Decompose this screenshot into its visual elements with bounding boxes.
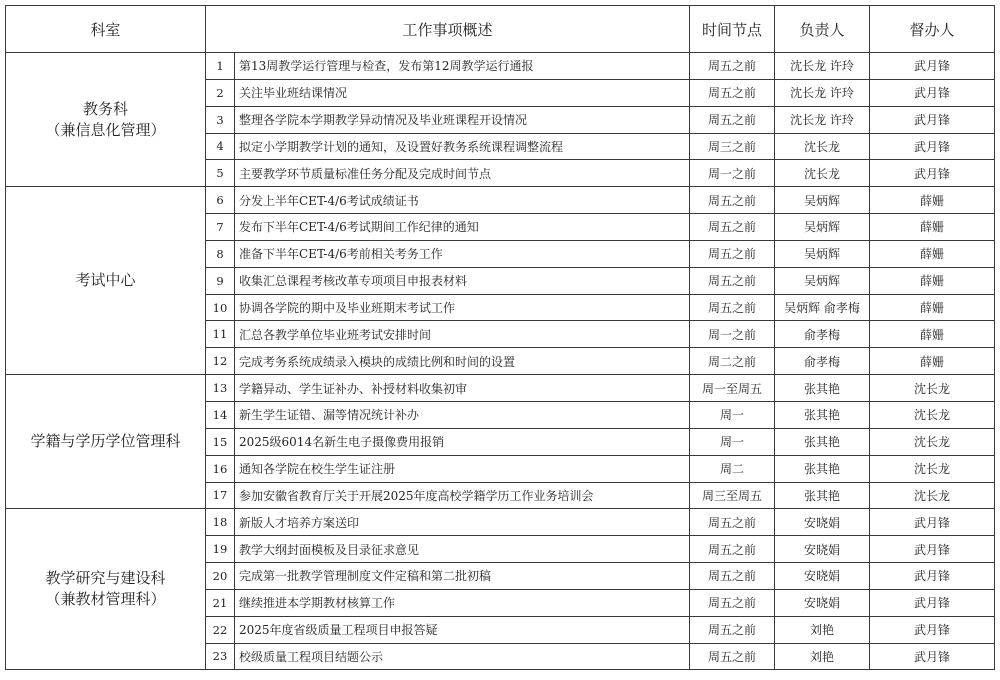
supervisor-cell: 武月锋 [870, 589, 995, 616]
task-description-cell: 2025级6014名新生电子摄像费用报销 [235, 428, 690, 455]
owner-cell: 刘艳 [775, 643, 870, 670]
task-description-cell: 新版人才培养方案送印 [235, 509, 690, 536]
task-description-cell: 关注毕业班结课情况 [235, 79, 690, 106]
owner-cell: 沈长龙 许玲 [775, 79, 870, 106]
row-number-cell: 14 [206, 401, 235, 428]
department-name-line: 学籍与学历学位管理科 [30, 432, 181, 451]
table-body [6, 53, 995, 670]
owner-cell: 安晓娟 [775, 536, 870, 563]
supervisor-cell: 武月锋 [870, 79, 995, 106]
header-supervisor: 督办人 [870, 6, 995, 53]
row-number-cell: 23 [206, 643, 235, 670]
task-description-cell: 协调各学院的期中及毕业班期末考试工作 [235, 294, 690, 321]
task-description-cell: 通知各学院在校生学生证注册 [235, 455, 690, 482]
row-number-cell: 2 [206, 79, 235, 106]
work-schedule-table [5, 5, 995, 670]
row-number-cell: 21 [206, 589, 235, 616]
supervisor-cell: 薛姗 [870, 214, 995, 241]
time-node-cell: 周二之前 [690, 348, 775, 375]
header-task: 工作事项概述 [206, 6, 690, 53]
owner-cell: 吴炳辉 俞孝梅 [775, 294, 870, 321]
owner-cell: 安晓娟 [775, 563, 870, 590]
row-number-cell: 6 [206, 187, 235, 214]
supervisor-cell: 武月锋 [870, 536, 995, 563]
header-row [6, 6, 995, 53]
supervisor-cell: 沈长龙 [870, 428, 995, 455]
owner-cell: 张其艳 [775, 482, 870, 509]
time-node-cell: 周一之前 [690, 160, 775, 187]
task-description-cell: 2025年度省级质量工程项目申报答疑 [235, 616, 690, 643]
owner-cell: 吴炳辉 [775, 240, 870, 267]
row-number-cell: 10 [206, 294, 235, 321]
row-number-cell: 15 [206, 428, 235, 455]
header-time: 时间节点 [690, 6, 775, 53]
task-description-cell: 拟定小学期教学计划的通知，及设置好教务系统课程调整流程 [235, 133, 690, 160]
task-description-cell: 完成考务系统成绩录入模块的成绩比例和时间的设置 [235, 348, 690, 375]
department-cell [6, 53, 206, 187]
time-node-cell: 周一 [690, 428, 775, 455]
task-description-cell: 教学大纲封面模板及目录征求意见 [235, 536, 690, 563]
owner-cell: 张其艳 [775, 455, 870, 482]
department-name-line: 考试中心 [75, 271, 136, 290]
row-number-cell: 4 [206, 133, 235, 160]
table-row [6, 509, 995, 536]
supervisor-cell: 薛姗 [870, 294, 995, 321]
time-node-cell: 周五之前 [690, 267, 775, 294]
supervisor-cell: 沈长龙 [870, 482, 995, 509]
supervisor-cell: 武月锋 [870, 643, 995, 670]
supervisor-cell: 薛姗 [870, 348, 995, 375]
table-row [6, 187, 995, 214]
owner-cell: 张其艳 [775, 401, 870, 428]
time-node-cell: 周五之前 [690, 509, 775, 536]
owner-cell: 沈长龙 [775, 160, 870, 187]
task-description-cell: 汇总各教学单位毕业班考试安排时间 [235, 321, 690, 348]
task-description-cell: 收集汇总课程考核改革专项项目申报表材料 [235, 267, 690, 294]
owner-cell: 俞孝梅 [775, 321, 870, 348]
department-cell [6, 375, 206, 509]
row-number-cell: 11 [206, 321, 235, 348]
time-node-cell: 周一之前 [690, 321, 775, 348]
owner-cell: 沈长龙 许玲 [775, 106, 870, 133]
row-number-cell: 3 [206, 106, 235, 133]
table-row [6, 53, 995, 80]
department-cell [6, 509, 206, 670]
time-node-cell: 周五之前 [690, 563, 775, 590]
header-dept: 科室 [6, 6, 206, 53]
supervisor-cell: 武月锋 [870, 509, 995, 536]
time-node-cell: 周五之前 [690, 616, 775, 643]
owner-cell: 沈长龙 许玲 [775, 53, 870, 80]
owner-cell: 吴炳辉 [775, 214, 870, 241]
task-description-cell: 参加安徽省教育厅关于开展2025年度高校学籍学历工作业务培训会 [235, 482, 690, 509]
row-number-cell: 18 [206, 509, 235, 536]
owner-cell: 俞孝梅 [775, 348, 870, 375]
task-description-cell: 主要教学环节质量标准任务分配及完成时间节点 [235, 160, 690, 187]
time-node-cell: 周五之前 [690, 79, 775, 106]
table-row [6, 375, 995, 402]
owner-cell: 吴炳辉 [775, 187, 870, 214]
row-number-cell: 13 [206, 375, 235, 402]
task-description-cell: 学籍异动、学生证补办、补授材料收集初审 [235, 375, 690, 402]
supervisor-cell: 沈长龙 [870, 401, 995, 428]
work-schedule-table-container [5, 5, 995, 670]
time-node-cell: 周三至周五 [690, 482, 775, 509]
supervisor-cell: 武月锋 [870, 160, 995, 187]
time-node-cell: 周五之前 [690, 187, 775, 214]
supervisor-cell: 武月锋 [870, 133, 995, 160]
time-node-cell: 周五之前 [690, 106, 775, 133]
owner-cell: 安晓娟 [775, 589, 870, 616]
time-node-cell: 周五之前 [690, 53, 775, 80]
supervisor-cell: 薛姗 [870, 187, 995, 214]
owner-cell: 吴炳辉 [775, 267, 870, 294]
time-node-cell: 周五之前 [690, 589, 775, 616]
department-name-line: （兼信息化管理） [45, 120, 166, 139]
row-number-cell: 17 [206, 482, 235, 509]
time-node-cell: 周五之前 [690, 643, 775, 670]
supervisor-cell: 武月锋 [870, 563, 995, 590]
task-description-cell: 校级质量工程项目结题公示 [235, 643, 690, 670]
task-description-cell: 分发上半年CET-4/6考试成绩证书 [235, 187, 690, 214]
task-description-cell: 继续推进本学期教材核算工作 [235, 589, 690, 616]
row-number-cell: 12 [206, 348, 235, 375]
time-node-cell: 周五之前 [690, 214, 775, 241]
time-node-cell: 周一至周五 [690, 375, 775, 402]
header-owner: 负责人 [775, 6, 870, 53]
row-number-cell: 20 [206, 563, 235, 590]
row-number-cell: 1 [206, 53, 235, 80]
department-name-line: （兼教材管理科） [45, 590, 166, 609]
row-number-cell: 19 [206, 536, 235, 563]
supervisor-cell: 薛姗 [870, 240, 995, 267]
department-name-line: 教学研究与建设科 [45, 569, 166, 588]
task-description-cell: 完成第一批教学管理制度文件定稿和第二批初稿 [235, 563, 690, 590]
task-description-cell: 新生学生证错、漏等情况统计补办 [235, 401, 690, 428]
time-node-cell: 周五之前 [690, 294, 775, 321]
task-description-cell: 第13周教学运行管理与检查，发布第12周教学运行通报 [235, 53, 690, 80]
task-description-cell: 发布下半年CET-4/6考试期间工作纪律的通知 [235, 214, 690, 241]
supervisor-cell: 沈长龙 [870, 455, 995, 482]
supervisor-cell: 薛姗 [870, 321, 995, 348]
supervisor-cell: 沈长龙 [870, 375, 995, 402]
owner-cell: 张其艳 [775, 375, 870, 402]
row-number-cell: 22 [206, 616, 235, 643]
time-node-cell: 周二 [690, 455, 775, 482]
row-number-cell: 5 [206, 160, 235, 187]
row-number-cell: 7 [206, 214, 235, 241]
owner-cell: 刘艳 [775, 616, 870, 643]
row-number-cell: 8 [206, 240, 235, 267]
supervisor-cell: 武月锋 [870, 106, 995, 133]
owner-cell: 沈长龙 [775, 133, 870, 160]
row-number-cell: 16 [206, 455, 235, 482]
time-node-cell: 周五之前 [690, 240, 775, 267]
task-description-cell: 整理各学院本学期教学异动情况及毕业班课程开设情况 [235, 106, 690, 133]
time-node-cell: 周一 [690, 401, 775, 428]
department-name-line: 教务科 [82, 99, 128, 118]
time-node-cell: 周五之前 [690, 536, 775, 563]
time-node-cell: 周三之前 [690, 133, 775, 160]
supervisor-cell: 薛姗 [870, 267, 995, 294]
task-description-cell: 准备下半年CET-4/6考前相关考务工作 [235, 240, 690, 267]
owner-cell: 张其艳 [775, 428, 870, 455]
supervisor-cell: 武月锋 [870, 53, 995, 80]
row-number-cell: 9 [206, 267, 235, 294]
owner-cell: 安晓娟 [775, 509, 870, 536]
department-cell [6, 187, 206, 375]
supervisor-cell: 武月锋 [870, 616, 995, 643]
